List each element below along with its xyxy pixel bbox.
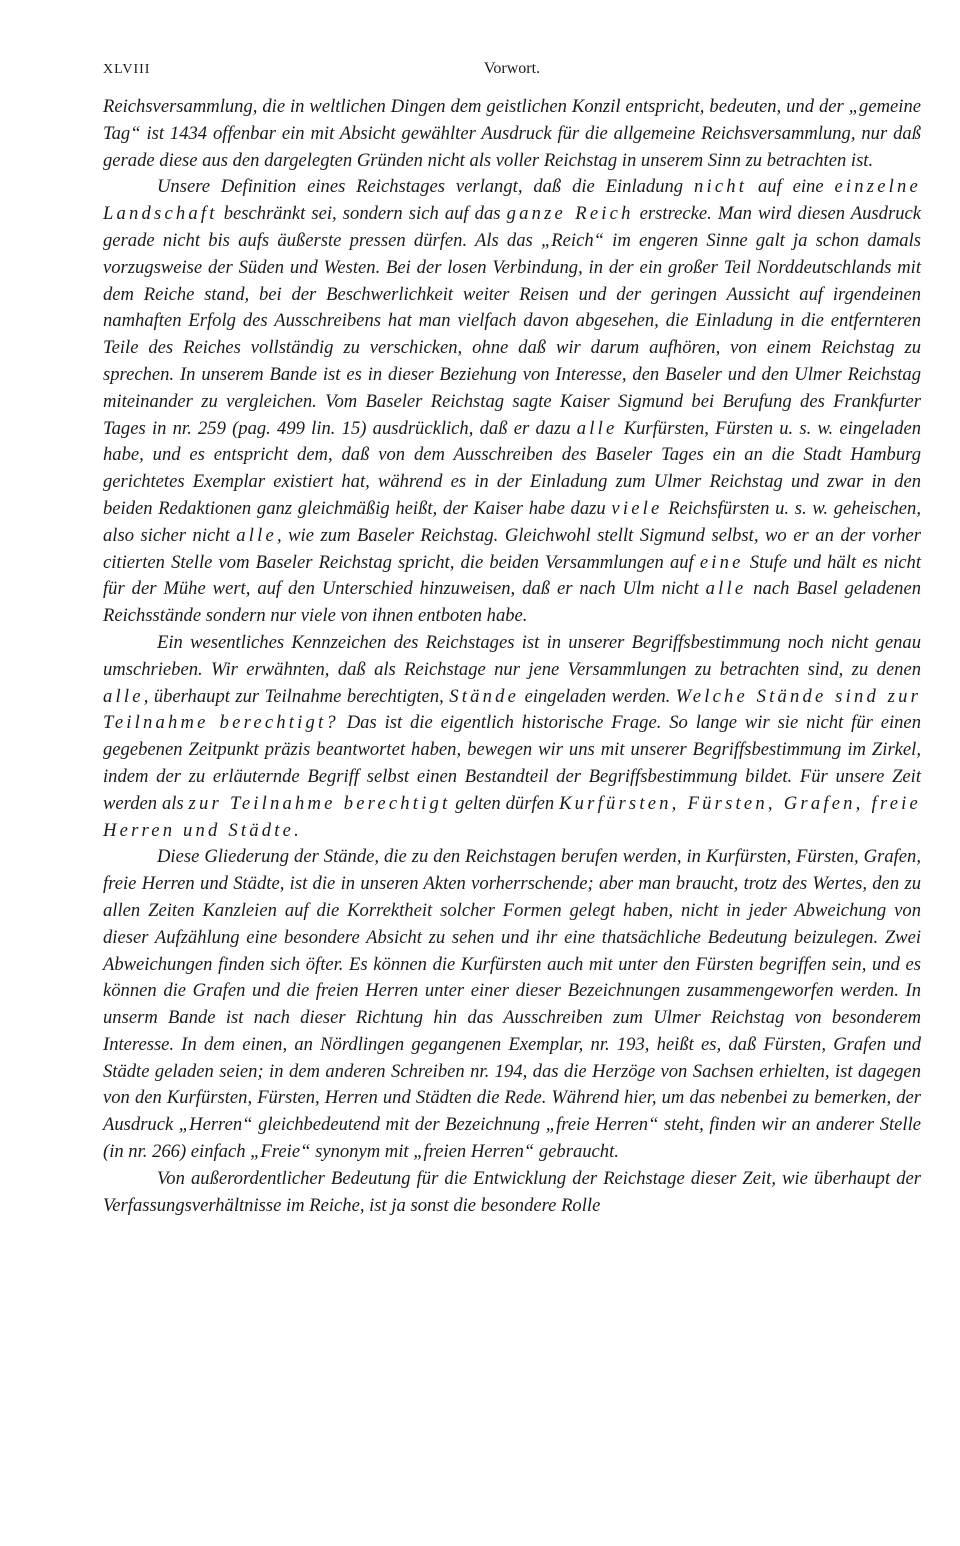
spaced-emphasis: alle: [705, 578, 747, 600]
text-run: Das ist die eigentlich historische Frage. So lange wir sie nicht für einen gegebenen Zeitpunkt präzis beantwortet haben, bewegen wir uns mit unserer Begriffsbestimmung im Zirkel, indem der zu erläuternde Begriff selbst einen Bestandteil der Begriffsbestimmung bildet. Für unsere Zeit werden als: [103, 712, 921, 814]
spaced-emphasis: Kurfürsten, Fürsten, Grafen, freie Herren und Städte.: [103, 792, 922, 841]
spaced-emphasis: zur Teilnahme berechtigt: [188, 792, 451, 814]
page-number: XLVIII: [103, 62, 151, 77]
text-run: gelten dürfen: [450, 792, 560, 814]
paragraph: [103, 1166, 921, 1220]
paragraph: [103, 844, 921, 1166]
spaced-emphasis: Stände: [449, 685, 520, 707]
paragraph: [103, 630, 921, 844]
spaced-emphasis: einzelne Landschaft: [103, 176, 921, 225]
text-run: erstrecke. Man wird diesen Ausdruck gerade nicht bis aufs äußerste pressen dürfen. Als das „Reich“ im engeren Sinne galt ja schon damals vorzugsweise der Süden und Westen. Bei der losen Verbindung, in der ein großer Teil Norddeutschlands mit dem Reiche stand, bei der Beschwerlichkeit weiter Reisen und der geringen Aussicht auf irgendeinen namhaften Erfolg des Ausschreibens hat man vielfach davon abgesehen, die Einladung in die entfernteren Teile des Reiches vollständig zu verschicken, ohne daß wir darum aufhören, von einem Reichstag zu sprechen. In unserem Bande ist es in dieser Beziehung von Interesse, den Baseler und den Ulmer Reichstag miteinander zu vergleichen. Vom Baseler Reichstag sagte Kaiser Sigmund bei Berufung des Frankfurter Tages in nr. 259 (pag. 499 lin. 15) ausdrücklich, daß er dazu: [103, 203, 921, 439]
text-run: Diese Gliederung der Stände, die zu den Reichstagen berufen werden, in Kurfürsten, Fürsten, Grafen, freie Herren und Städte, ist die in unseren Akten vorherrschende; aber man braucht, trotz des Wertes, den zu allen Zeiten Kanzleien auf die Korrektheit solcher Formen gelegt haben, nicht in jeder Abweichung von dieser Aufzählung eine besondere Absicht zu sehen und ihr eine thatsächliche Bedeutung beizulegen. Zwei Abweichungen finden sich öfter. Es können die Kurfürsten auch mit unter den Fürsten begriffen sein, und es können die Grafen und die freien Herren unter einer dieser Bezeichnungen zusammengeworfen werden. In unserm Bande ist nach dieser Richtung hin das Ausschreiben zum Ulmer Reichstag von besonderem Interesse. In dem einen, an Nördlingen gegangenen Exemplar, nr. 193, heißt es, daß Fürsten, Grafen und Städte geladen seien; in dem anderen Schreiben nr. 194, das die Herzöge von Sachsen erhielten, ist dagegen von den Kurfürsten, Fürsten, Herren und Städten die Rede. Während hier, um das nebenbei zu bemerken, der Ausdruck „Herren“ gleichbedeutend mit der Bezeichnung „freie Herren“ steht, finden wir an anderer Stelle (in nr. 266) einfach „Freie“ synonym mit „freien Herren“ gebraucht.: [103, 846, 921, 1163]
spaced-emphasis: Welche Stände sind zur Teilnahme berechtigt?: [103, 685, 921, 734]
spaced-emphasis: ganze Reich: [506, 203, 634, 225]
page-header: [103, 60, 921, 84]
spaced-emphasis: alle: [103, 685, 144, 707]
text-run: Unsere Definition eines Reichstages verlangt, daß die Einladung: [157, 176, 694, 198]
text-run: auf eine: [747, 176, 835, 198]
spaced-emphasis: viele: [611, 497, 663, 519]
text-run: Reichsversammlung, die in weltlichen Dingen dem geistlichen Konzil entspricht, bedeuten, und der „gemeine Tag“ ist 1434 offenbar ein mit Absicht gewählter Ausdruck für die allgemeine Reichsversammlung, nur daß gerade diese aus den dargelegten Gründen nicht als voller Reichstag in unserem Sinn zu betrachten ist.: [103, 96, 921, 171]
text-run: , überhaupt zur Teilnahme berechtigten,: [143, 685, 450, 707]
body-text: [103, 94, 921, 1219]
text-run: , wie zum Baseler Reichstag. Gleichwohl stellt Sigmund selbst, wo er an der vorher citierten Stelle vom Baseler Reichstag spricht, die beiden Versammlungen auf: [103, 524, 922, 573]
text-run: Reichsfürsten u. s. w. geheischen, also sicher nicht: [103, 497, 921, 546]
spaced-emphasis: alle: [576, 417, 618, 439]
text-run: Kurfürsten, Fürsten u. s. w. eingeladen habe, und es entspricht dem, daß von dem Ausschreiben des Baseler Tages ein an die Stadt Hamburg gerichtetes Exemplar existiert hat, während es in der Einladung zum Ulmer Reichstag und zwar in den beiden Redaktionen ganz gleichmäßig heißt, der Kaiser habe dazu: [103, 417, 921, 519]
spaced-emphasis: eine: [699, 551, 744, 573]
running-head: Vorwort.: [483, 60, 541, 77]
text-run: eingeladen werden.: [519, 685, 676, 707]
text-run: nach Basel geladenen Reichsstände sondern nur viele von ihnen entboten habe.: [103, 578, 922, 627]
text-run: Von außerordentlicher Bedeutung für die Entwicklung der Reichstage dieser Zeit, wie überhaupt der Verfassungsverhältnisse im Reiche, ist ja sonst die besondere Rolle: [103, 1167, 921, 1216]
text-run: Ein wesentliches Kennzeichen des Reichstages ist in unserer Begriffsbestimmung noch nicht genau umschrieben. Wir erwähnten, daß als Reichstage nur jene Versammlungen zu betrachten sind, zu denen: [103, 631, 921, 680]
spaced-emphasis: alle: [236, 524, 277, 546]
text-run: beschränkt sei, sondern sich auf das: [217, 203, 507, 225]
paragraph: [103, 174, 921, 630]
spaced-emphasis: nicht: [693, 176, 748, 198]
text-run: Stufe und hält es nicht für der Mühe wert, auf den Unterschied hinzuweisen, daß er nach Ulm nicht: [103, 551, 921, 600]
paragraph: [103, 94, 921, 174]
